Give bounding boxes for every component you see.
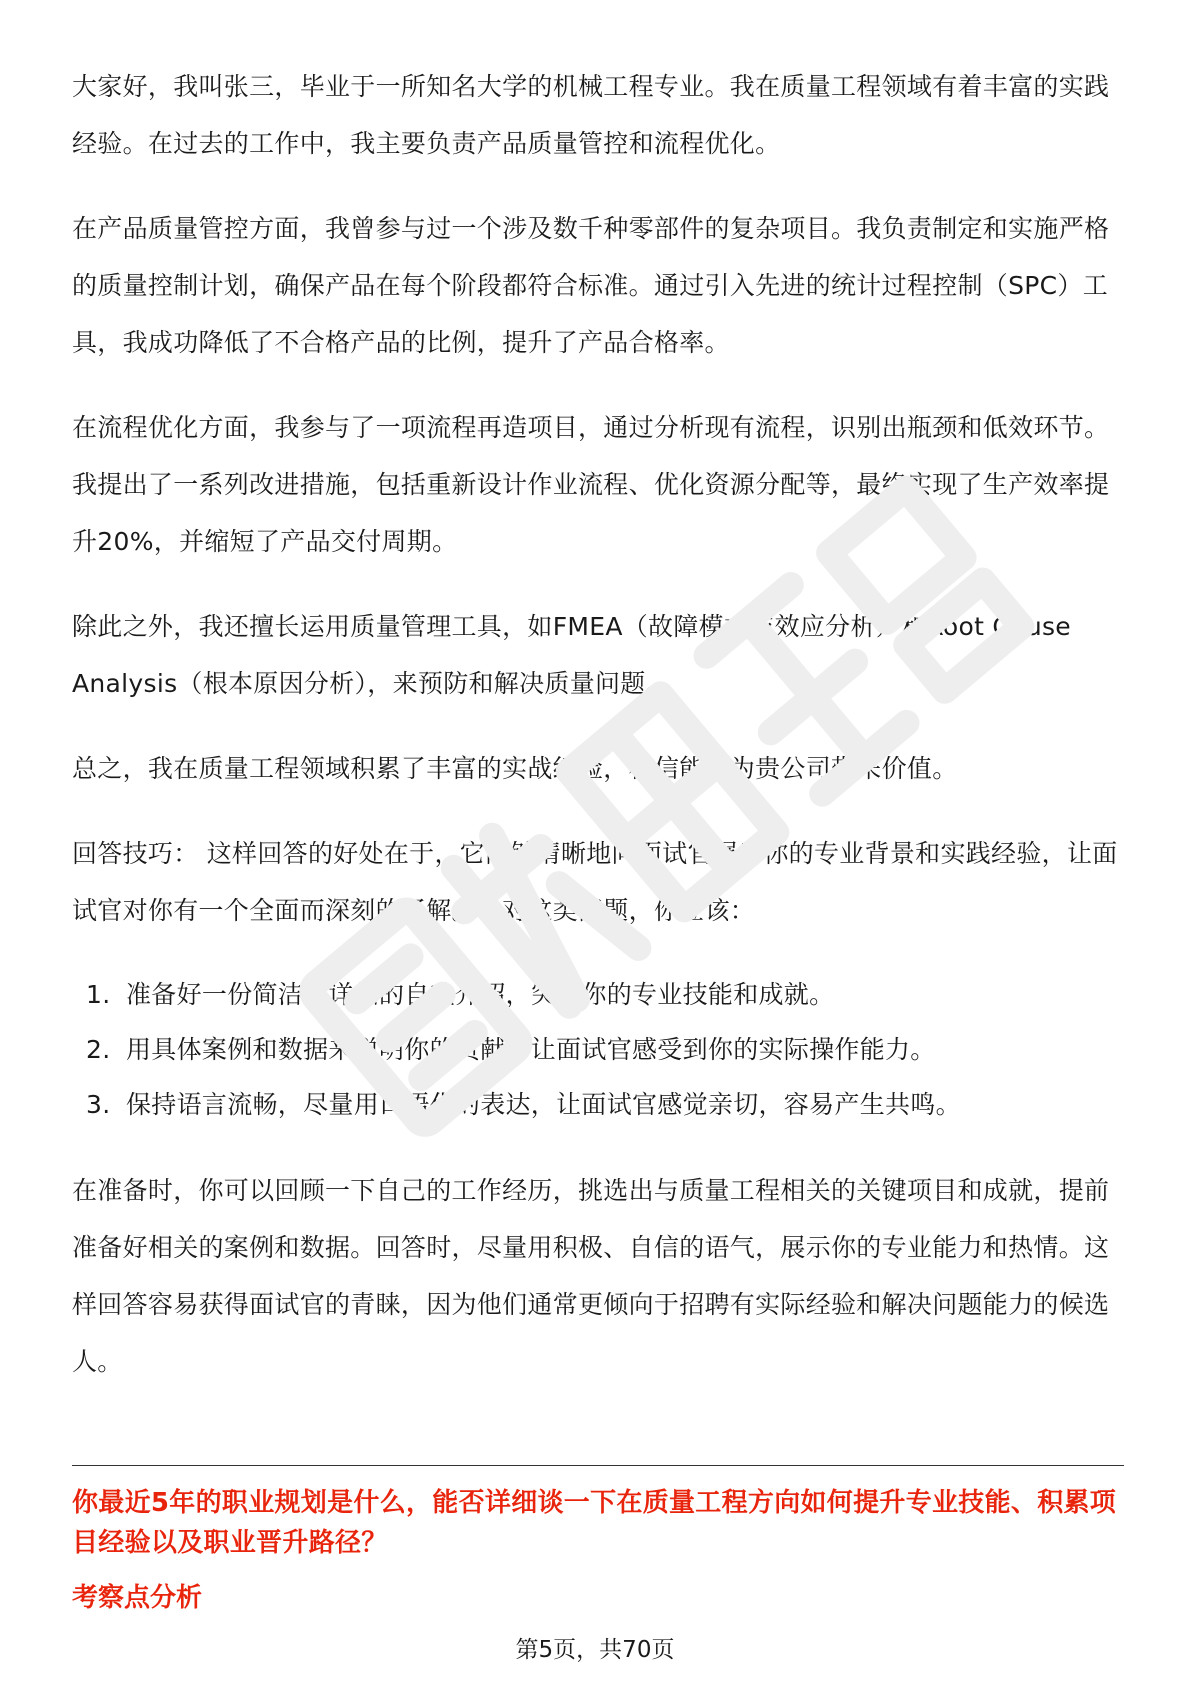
quality-tools-paragraph: 除此之外，我还擅长运用质量管理工具，如FMEA（故障模式与效应分析）和Root Cause Analysis（根本原因分析），来预防和解决质量问题。 xyxy=(72,612,1071,698)
summary-paragraph: 总之，我在质量工程领域积累了丰富的实战经验，相信能够为贵公司带来价值。 xyxy=(72,754,958,783)
process-optimization-paragraph: 在流程优化方面，我参与了一项流程再造项目，通过分析现有流程，识别出瓶颈和低效环节。我提出了一系列改进措施，包括重新设计作业流程、优化资源分配等，最终实现了生产效率提升20%，并缩短了产品交付周期。 xyxy=(72,413,1110,556)
section-divider xyxy=(72,1465,1124,1466)
tips-list xyxy=(72,967,1124,1132)
list-item-number: 2. xyxy=(86,1035,111,1064)
list-item-text: 用具体案例和数据来说明你的贡献，让面试官感受到你的实际操作能力。 xyxy=(126,1035,936,1064)
list-item-text: 保持语言流畅，尽量用口语化的表达，让面试官感觉亲切，容易产生共鸣。 xyxy=(126,1090,961,1119)
list-item xyxy=(86,1022,1124,1077)
preparation-paragraph: 在准备时，你可以回顾一下自己的工作经历，挑选出与质量工程相关的关键项目和成就，提前准备好相关的案例和数据。回答时，尽量用积极、自信的语气，展示你的专业能力和热情。这样回答容易获得面试官的青睐，因为他们通常更倾向于招聘有实际经验和解决问题能力的候选人。 xyxy=(72,1176,1110,1376)
list-item xyxy=(86,967,1124,1022)
document-body xyxy=(72,58,1124,1390)
list-item-text: 准备好一份简洁而详细的自我介绍，突出你的专业技能和成就。 xyxy=(126,980,835,1009)
intro-paragraph: 大家好，我叫张三，毕业于一所知名大学的机械工程专业。我在质量工程领域有着丰富的实践经验。在过去的工作中，我主要负责产品质量管控和流程优化。 xyxy=(72,72,1110,158)
list-item-number: 1. xyxy=(86,980,111,1009)
list-item-number: 3. xyxy=(86,1090,111,1119)
next-question-heading: 你最近5年的职业规划是什么，能否详细谈一下在质量工程方向如何提升专业技能、积累项目经验以及职业晋升路径？ xyxy=(72,1488,1117,1558)
quality-control-paragraph: 在产品质量管控方面，我曾参与过一个涉及数千种零部件的复杂项目。我负责制定和实施严格的质量控制计划，确保产品在每个阶段都符合标准。通过引入先进的统计过程控制（SPC）工具，我成功降低了不合格产品的比例，提升了产品合格率。 xyxy=(72,214,1110,357)
analysis-section-heading: 考察点分析 xyxy=(72,1583,203,1613)
answer-tips-paragraph: 回答技巧： 这样回答的好处在于，它能够清晰地向面试官展示你的专业背景和实践经验，让面试官对你有一个全面而深刻的了解。针对这类问题，你应该： xyxy=(72,839,1118,925)
list-item xyxy=(86,1077,1124,1132)
page-footer: 第5页，共70页 xyxy=(515,1637,675,1663)
